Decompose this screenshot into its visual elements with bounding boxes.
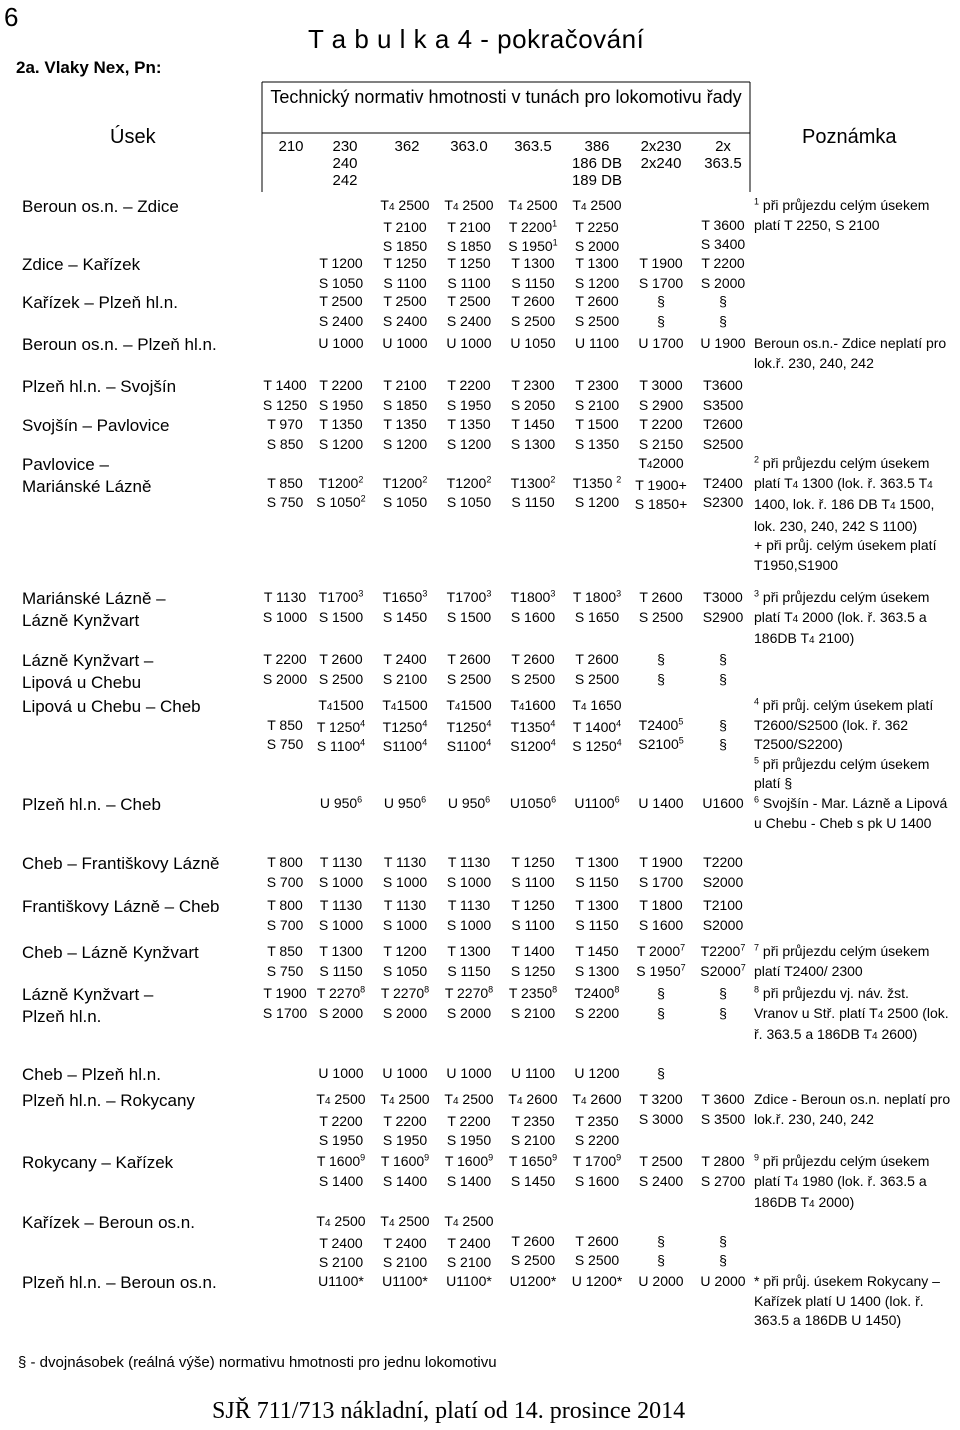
norm-value: T 3200 S 3000 xyxy=(638,1091,684,1127)
page-footer: SJŘ 711/713 nákladní, platí od 14. prosince 2014 xyxy=(212,1398,686,1424)
route-label: Plzeň hl.n. – Cheb xyxy=(22,795,161,814)
norm-value: T 3600 S 3500 xyxy=(700,1091,746,1127)
norm-value: T 1450 S 1300 xyxy=(574,943,620,979)
row-note: Zdice - Beroun os.n. neplatí pro lok.ř. 230, 240, 242 xyxy=(754,1091,954,1127)
norm-value: T 2270$^8$ S 2000 xyxy=(444,984,494,1021)
route-label: Plzeň hl.n. – Beroun os.n. xyxy=(22,1273,217,1292)
norm-value: T4 2600 T 2350 S 2100 xyxy=(508,1091,558,1148)
norm-value: T4 2500 T 2400 S 2100 xyxy=(316,1213,366,1270)
norm-value: § § xyxy=(719,985,727,1021)
norm-value: U 1000 xyxy=(382,335,428,351)
norm-value: T 1250 S 1100 xyxy=(447,255,491,291)
route-label: Kařízek – Beroun os.n. xyxy=(22,1213,195,1232)
norm-value: T 1130 S 1000 xyxy=(318,854,364,890)
norm-value: T1200$^2$ S 1050 xyxy=(446,473,492,510)
norm-value: T 2600 S 2500 xyxy=(510,293,556,329)
norm-value: U 1200 xyxy=(574,1065,620,1081)
norm-value: T41500 T 1250$^4$ S 1100$^4$ xyxy=(316,697,366,754)
norm-value: T 1130 S 1000 xyxy=(262,589,308,625)
table-title: T a b u l k a 4 - pokračování xyxy=(308,24,645,54)
norm-value: T 970 S 850 xyxy=(266,416,304,452)
norm-value: T 1400 S 1250 xyxy=(262,377,308,413)
norm-value: T 1600$^9$ S 1400 xyxy=(316,1152,366,1189)
column-header: 363.0 xyxy=(450,138,488,155)
norm-value: T4 1650 T 1400$^4$ S 1250$^4$ xyxy=(572,697,622,754)
norm-value: T 1600$^9$ S 1400 xyxy=(380,1152,430,1189)
norm-value: T 1900 S 1700 xyxy=(638,854,684,890)
norm-value: T1700$^3$ S 1500 xyxy=(318,588,364,625)
norm-value: U $950^6$ xyxy=(447,794,491,811)
column-header: 363.5 xyxy=(514,138,552,155)
row-note: $^2$ při průjezdu celým úsekem platí T4 1300 (lok. ř. 363.5 T4 1400, lok. ř. 186 DB T4 1500, lok. 230, 240, 242 S 1100) + při průj. celým úsekem platí T1950,S1900 xyxy=(754,454,937,573)
norm-value: § § xyxy=(719,1232,727,1268)
norm-value: U 1100 xyxy=(510,1065,556,1081)
norm-value: T 850 S 750 xyxy=(266,716,304,752)
norm-value: T 1400 S 1250 xyxy=(510,943,556,979)
norm-value: T41500 T1250$^4$ S1100$^4$ xyxy=(382,697,428,754)
norm-value: T 1250 S 1100 xyxy=(511,897,555,933)
row-note: $^8$ při průjezdu vj. náv. žst. Vranov u Stř. platí T4 2500 (lok. ř. 363.5 a 186DB T4 2600) xyxy=(754,984,953,1042)
norm-value: T 2500 S 2400 xyxy=(318,293,364,329)
norm-value: T 2300 S 2050 xyxy=(510,377,556,413)
norm-value: T 1250 S 1100 xyxy=(511,854,555,890)
route-label: Beroun os.n. – Zdice xyxy=(22,197,179,216)
norm-value: T 2600 S 2500 xyxy=(574,651,620,687)
norm-value: T 1300 S 1150 xyxy=(511,255,555,291)
norm-value: T 1800 S 1600 xyxy=(638,897,684,933)
route-label: Pavlovice – Mariánské Lázně xyxy=(22,455,152,496)
column-header: 210 xyxy=(278,138,304,155)
norm-value: T 1130 S 1000 xyxy=(318,897,364,933)
header-poznamka: Poznámka xyxy=(802,126,897,148)
norm-value: T4 2500 T 2200$^1$ S 1950$^1$ xyxy=(508,197,558,254)
norm-value: § § xyxy=(719,293,727,329)
norm-value: U1050$^6$ xyxy=(509,794,557,811)
norm-value: U 1000 xyxy=(446,1065,492,1081)
norm-value: U 1000 xyxy=(318,1065,364,1081)
row-note: $^1$ při průjezdu celým úsekem platí T 2250, S 2100 xyxy=(754,196,934,233)
norm-value: T2400 S2300 xyxy=(702,474,744,510)
norm-value: T41500 T1250$^4$ S1100$^4$ xyxy=(446,697,492,754)
norm-value: T 1130 S 1000 xyxy=(446,854,492,890)
norm-value: U $950^6$ xyxy=(319,794,363,811)
norm-value: T4 2500 T 2200 S 1950 xyxy=(444,1091,494,1148)
norm-value: U 1050 xyxy=(510,335,556,351)
norm-value: T 1130 S 1000 xyxy=(382,897,428,933)
column-header: 230 240 242 xyxy=(332,138,358,189)
norm-value: T 1450 S 1300 xyxy=(510,416,556,452)
route-label: Svojšín – Pavlovice xyxy=(22,416,170,435)
norm-value: T 850 S 750 xyxy=(266,943,304,979)
norm-value: § xyxy=(657,1065,665,1081)
norm-value: U1100* xyxy=(382,1273,428,1289)
norm-value: T 800 S 700 xyxy=(266,854,304,890)
route-label: Beroun os.n. – Plzeň hl.n. xyxy=(22,335,217,354)
norm-value: T4 2500 T 2400 S 2100 xyxy=(380,1213,430,1270)
norm-value: T 2200 S 2000 xyxy=(262,651,308,687)
norm-value: T2600 S2500 xyxy=(702,416,744,452)
norm-value: T3600 S3500 xyxy=(702,377,744,413)
norm-value: U1200* xyxy=(509,1273,557,1289)
norm-value: T4 2600 T 2350 S 2200 xyxy=(572,1091,622,1148)
norm-value: T 1650$^9$ S 1450 xyxy=(508,1152,558,1189)
route-label: Františkovy Lázně – Cheb xyxy=(22,897,220,916)
route-label: Cheb – Lázně Kynžvart xyxy=(22,943,199,962)
norm-value: T 1350 S 1200 xyxy=(318,416,364,452)
norm-value: T 850 S 750 xyxy=(266,474,304,510)
route-label: Zdice – Kařízek xyxy=(22,255,141,274)
norm-value: U 2000 xyxy=(700,1273,746,1289)
route-label: Plzeň hl.n. – Rokycany xyxy=(22,1091,195,1110)
norm-value: U1100* xyxy=(318,1273,364,1289)
norm-value: T 1200 S 1050 xyxy=(382,943,428,979)
norm-value: T 1200 S 1050 xyxy=(318,255,364,291)
norm-value: T 2200 S 1950 xyxy=(446,377,492,413)
norm-value: U1100$^6$ xyxy=(574,794,620,811)
norm-value: T 3000 S 2900 xyxy=(638,377,684,413)
norm-value: U1600 xyxy=(702,795,744,811)
norm-value: T 800 S 700 xyxy=(266,897,304,933)
row-note: Beroun os.n.- Zdice neplatí pro lok.ř. 230, 240, 242 xyxy=(754,335,951,371)
column-header: 386 186 DB 189 DB xyxy=(571,138,623,189)
norm-value: T 2800 S 2700 xyxy=(700,1153,746,1189)
norm-value: U1100* xyxy=(446,1273,492,1289)
norm-value: U 1000 xyxy=(446,335,492,351)
norm-value: T 2200 S 2000 xyxy=(700,255,746,291)
norm-value: T 2200 S 2150 xyxy=(638,416,684,452)
norm-value: T 1350 S 1200 xyxy=(382,416,428,452)
norm-value: T 1300 S 1150 xyxy=(575,897,619,933)
norm-value: T 1300 S 1150 xyxy=(319,943,363,979)
route-label: Cheb – Františkovy Lázně xyxy=(22,854,220,873)
norm-value: U 1100 xyxy=(574,335,620,351)
legend-footnote: § - dvojnásobek (reálná výše) normativu hmotnosti pro jednu lokomotivu xyxy=(18,1354,497,1371)
route-label: Rokycany – Kařízek xyxy=(22,1153,174,1172)
norm-value: T 1350 S 1200 xyxy=(446,416,492,452)
row-note: $^9$ při průjezdu celým úsekem platí T4 1980 (lok. ř. 363.5 a 186DB T4 2000) xyxy=(754,1152,934,1210)
norm-value: T 2100 S 1850 xyxy=(382,377,428,413)
route-label: Kařízek – Plzeň hl.n. xyxy=(22,293,178,312)
norm-value: T 1600$^9$ S 1400 xyxy=(444,1152,494,1189)
norm-value: T1300$^2$ S 1150 xyxy=(510,473,556,510)
norm-value: T1800$^3$ S 1600 xyxy=(510,588,556,625)
norm-value: T4 2500 T 2250 S 2000 xyxy=(572,197,622,254)
norm-value: T41600 T1350$^4$ S1200$^4$ xyxy=(510,697,556,754)
norm-value: T1200$^2$ S 1050$^2$ xyxy=(316,473,366,510)
route-label: Lázně Kynžvart – Lipová u Chebu xyxy=(22,651,154,692)
norm-value: T 2600 S 2500 xyxy=(510,1232,556,1268)
norm-value: T 2270$^8$ S 2000 xyxy=(316,984,366,1021)
norm-value: T 1900 S 1700 xyxy=(262,985,308,1021)
row-note: $^6$ Svojšín - Mar. Lázně a Lipová u Chebu - Cheb s pk U 1400 xyxy=(754,794,952,831)
norm-value: T 2600 S 2500 xyxy=(574,293,620,329)
norm-value: T 1300 S 1200 xyxy=(574,255,620,291)
norm-value: T 2350$^8$ S 2100 xyxy=(508,984,558,1021)
norm-value: T 2600 S 2500 xyxy=(318,651,364,687)
norm-value: T3000 S2900 xyxy=(702,589,744,625)
column-header: 2x 363.5 xyxy=(704,138,742,172)
norm-value: T4 2500 T 2400 S 2100 xyxy=(444,1213,494,1270)
norm-value: T 2600 S 2500 xyxy=(638,589,684,625)
norm-value: T42000 T 1900+ S 1850+ xyxy=(634,455,688,512)
header-normativ: Technický normativ hmotnosti v tunách pro lokomotivu řady xyxy=(270,87,742,107)
norm-value: § § xyxy=(657,1232,665,1268)
norm-value: U 1700 xyxy=(638,335,684,351)
norm-value: T 1130 S 1000 xyxy=(446,897,492,933)
norm-value: T1700$^3$ S 1500 xyxy=(446,588,492,625)
norm-value: U 2000 xyxy=(638,1273,684,1289)
norm-value: T 2400 S 2100 xyxy=(382,651,428,687)
norm-value: U 1900 xyxy=(700,335,746,351)
norm-value: T 2500 S 2400 xyxy=(382,293,428,329)
norm-value: T2100 S2000 xyxy=(702,897,744,933)
row-note: $^3$ při průjezdu celým úsekem platí T4 2000 (lok. ř. 363.5 a 186DB T4 2100) xyxy=(754,588,934,646)
norm-value: T 1900 S 1700 xyxy=(638,255,684,291)
route-label: Mariánské Lázně – Lázně Kynžvart xyxy=(22,589,166,630)
norm-value: T 1130 S 1000 xyxy=(382,854,428,890)
norm-value: § § xyxy=(657,651,665,687)
norm-value: T 1300 S 1150 xyxy=(447,943,491,979)
norm-value: T 3600 S 3400 xyxy=(700,216,746,252)
norm-value: T 1500 S 1350 xyxy=(574,416,620,452)
norm-value: T1350 $^2$ S 1200 xyxy=(572,473,622,510)
norm-value: T4 2500 T 2100 S 1850 xyxy=(380,197,430,254)
norm-value: § § xyxy=(719,651,727,687)
row-note: $^4$ při průj. celým úsekem platí T2600/S2500 (lok. ř. 362 T2500/S2200) $^5$ při průjezdu celým úsekem platí § xyxy=(754,696,934,791)
norm-value: T 2270$^8$ S 2000 xyxy=(380,984,430,1021)
norm-value: T4 2500 T 2200 S 1950 xyxy=(380,1091,430,1148)
norm-value: T1650$^3$ S 1450 xyxy=(382,588,428,625)
norm-value: T 2500 S 2400 xyxy=(446,293,492,329)
norm-value: T 1700$^9$ S 1600 xyxy=(572,1152,622,1189)
norm-value: T 2600 S 2500 xyxy=(510,651,556,687)
norm-value: U $950^6$ xyxy=(383,794,427,811)
norm-value: T 2000$^7$ S 1950$^7$ xyxy=(636,942,686,979)
norm-value: U 1200* xyxy=(571,1273,623,1289)
norm-value: T 1300 S 1150 xyxy=(575,854,619,890)
norm-value: T2200 S2000 xyxy=(702,854,744,890)
route-label: Plzeň hl.n. – Svojšín xyxy=(22,377,177,396)
row-note: $^7$ při průjezdu celým úsekem platí T2400/ 2300 xyxy=(754,942,934,979)
route-label: Lipová u Chebu – Cheb xyxy=(22,697,201,716)
column-header: 2x230 2x240 xyxy=(640,138,682,172)
norm-value: T2200$^7$ S2000$^7$ xyxy=(700,942,746,979)
header-usek: Úsek xyxy=(110,126,156,148)
norm-value: U 1400 xyxy=(638,795,684,811)
route-label: Lázně Kynžvart – Plzeň hl.n. xyxy=(22,985,154,1026)
norm-value: U 1000 xyxy=(318,335,364,351)
column-header: 362 xyxy=(394,138,420,155)
section-title: 2a. Vlaky Nex, Pn: xyxy=(16,58,162,77)
row-note: * při průj. úsekem Rokycany – Kařízek platí U 1400 (lok. ř. 363.5 a 186DB U 1450) xyxy=(754,1273,944,1328)
norm-value: T2400$^8$ S 2200 xyxy=(574,984,620,1021)
norm-value: T 1800$^3$ S 1650 xyxy=(572,588,622,625)
route-label: Cheb – Plzeň hl.n. xyxy=(22,1065,161,1084)
norm-value: T4 2500 T 2100 S 1850 xyxy=(444,197,494,254)
norm-value: T 2500 S 2400 xyxy=(638,1153,684,1189)
norm-value: T1200$^2$ S 1050 xyxy=(382,473,428,510)
norm-value: § § xyxy=(657,293,665,329)
norm-value: T 2600 S 2500 xyxy=(574,1232,620,1268)
norm-value: T 2600 S 2500 xyxy=(446,651,492,687)
norm-value: T 2300 S 2100 xyxy=(574,377,620,413)
norm-value: U 1000 xyxy=(382,1065,428,1081)
norm-value: § § xyxy=(657,985,665,1021)
norm-value: T 1250 S 1100 xyxy=(383,255,427,291)
page-number: 6 xyxy=(4,2,19,32)
norm-value: T4 2500 T 2200 S 1950 xyxy=(316,1091,366,1148)
norm-value: T 2200 S 1950 xyxy=(318,377,364,413)
norm-value: T2400$^5$ S2100$^5$ xyxy=(638,715,684,752)
norm-value: § § xyxy=(719,716,727,752)
